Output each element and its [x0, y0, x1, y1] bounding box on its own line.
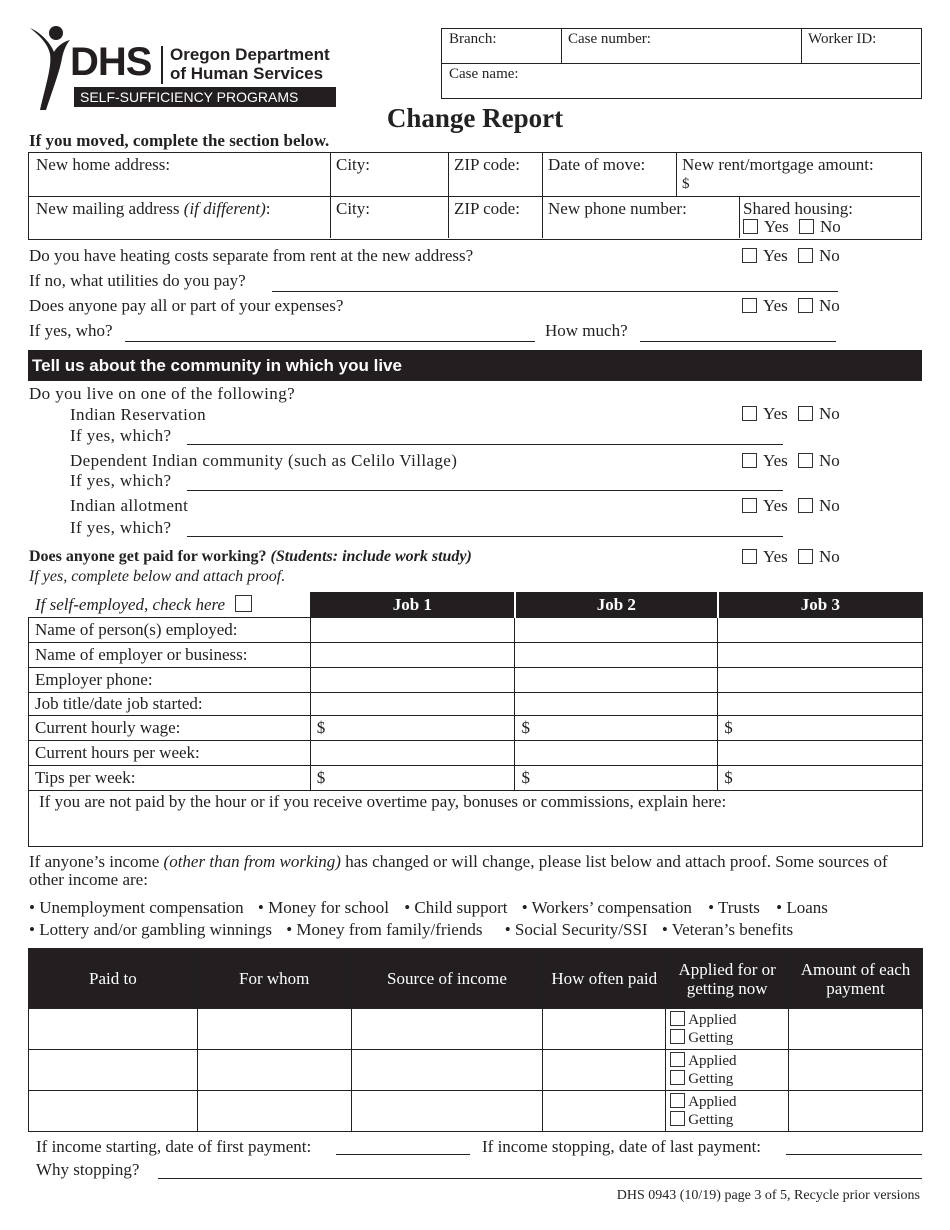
footer-form-id: DHS 0943 (10/19) page 3 of 5, Recycle prior versions [616, 1188, 920, 1203]
allotment-no-checkbox[interactable] [798, 498, 813, 513]
applied-label: Applied [688, 1053, 737, 1069]
income-table [28, 948, 923, 1132]
reservation-yes-checkbox[interactable] [742, 406, 757, 421]
paid-to-cell[interactable] [29, 1009, 198, 1050]
source-header: Source of income [351, 949, 543, 1009]
job-1-cell[interactable] [310, 741, 515, 766]
zip-label-2: ZIP code: [454, 199, 520, 218]
shared-housing-label: Shared housing: [743, 199, 854, 218]
last-payment-label: If income stopping, date of last payment: [482, 1137, 762, 1156]
worker-id-label: Worker ID: [808, 31, 877, 47]
reservation-options [742, 404, 846, 424]
getting-label: Getting [688, 1030, 734, 1046]
last-payment-line[interactable] [786, 1154, 922, 1155]
expenses-options [742, 296, 846, 316]
jobs-header-spacer [29, 593, 311, 618]
applied-option [670, 1011, 787, 1029]
source-cell[interactable] [351, 1050, 543, 1091]
rent-cell[interactable] [677, 153, 920, 197]
job-2-cell[interactable] [515, 741, 718, 766]
org-name-line2: of Human Services [170, 64, 324, 83]
applied-checkbox[interactable] [670, 1011, 685, 1026]
allotment-options [742, 496, 846, 516]
case-name-field[interactable] [442, 64, 920, 97]
case-info-box [441, 28, 922, 99]
explain-label: If you are not paid by the hour or if you receive overtime pay, bonuses or commissions, explain here: [39, 792, 727, 811]
dhs-logo [26, 24, 336, 114]
dependent-which-line[interactable] [187, 490, 783, 491]
job-3-cell[interactable] [718, 618, 923, 643]
job-1-cell[interactable]: $ [310, 716, 515, 741]
row-label: Tips per week: [29, 766, 311, 791]
shared-housing-options [743, 217, 847, 237]
no-label: No [820, 217, 841, 236]
new-phone-label: New phone number: [548, 199, 687, 218]
applied-getting-cell [666, 1009, 789, 1050]
getting-checkbox[interactable] [670, 1070, 685, 1085]
program-banner: SELF-SUFFICIENCY PROGRAMS [74, 87, 336, 107]
home-address-cell[interactable] [29, 153, 331, 197]
source-cell[interactable] [351, 1009, 543, 1050]
source-item: • Lottery and/or gambling winnings [29, 920, 272, 939]
case-number-field[interactable] [562, 29, 802, 64]
intro-b: has changed or will change, please list below and attach proof. Some sources of other income are: [29, 852, 888, 889]
shared-housing-cell [740, 197, 920, 238]
source-item: • Veteran’s benefits [661, 920, 794, 939]
utilities-line[interactable] [272, 291, 838, 292]
no-label: No [819, 404, 840, 423]
dhs-figure-icon [26, 24, 70, 114]
table-row [29, 741, 923, 766]
job-2-cell[interactable]: $ [515, 766, 718, 791]
expenses-no-checkbox[interactable] [798, 298, 813, 313]
community-intro: Do you live on one of the following? [29, 384, 296, 403]
applied-option [670, 1093, 787, 1111]
allotment-which-line[interactable] [187, 536, 783, 537]
city-cell-1[interactable] [331, 153, 449, 197]
rent-label: New rent/mortgage amount: [682, 155, 874, 174]
source-item: • Money for school [257, 898, 389, 917]
shared-yes-checkbox[interactable] [743, 219, 758, 234]
heating-question: Do you have heating costs separate from rent at the new address? [29, 246, 474, 265]
paid-to-header: Paid to [29, 949, 198, 1009]
for-whom-header: For whom [197, 949, 351, 1009]
job-3-cell[interactable]: $ [718, 766, 923, 791]
for-whom-cell[interactable] [197, 1009, 351, 1050]
source-item: • Loans [776, 898, 828, 917]
for-whom-cell[interactable] [197, 1091, 351, 1132]
job-3-header: Job 3 [718, 593, 923, 618]
why-stopping-line[interactable] [158, 1178, 922, 1179]
how-often-header: How often paid [543, 949, 666, 1009]
moved-table [28, 152, 922, 240]
applied-checkbox[interactable] [670, 1093, 685, 1108]
amount-cell[interactable] [789, 1050, 923, 1091]
income-header-row [29, 949, 923, 1009]
job-2-cell[interactable]: $ [515, 716, 718, 741]
getting-option [670, 1070, 787, 1088]
source-item: • Trusts [708, 898, 760, 917]
reservation-which-line[interactable] [187, 444, 783, 445]
expenses-yes-checkbox[interactable] [742, 298, 757, 313]
community-heading: Tell us about the community in which you live [28, 350, 922, 381]
how-often-cell[interactable] [543, 1091, 666, 1132]
allotment-label: Indian allotment [70, 496, 189, 515]
applied-label: Applied [688, 1094, 737, 1110]
job-3-cell[interactable] [718, 741, 923, 766]
table-row [29, 716, 923, 741]
no-label: No [819, 451, 840, 470]
heating-no-checkbox[interactable] [798, 248, 813, 263]
job-3-cell[interactable] [718, 643, 923, 668]
table-row [29, 1009, 923, 1050]
who-label: If yes, who? [29, 321, 113, 340]
amount-cell[interactable] [789, 1009, 923, 1050]
work-question [29, 548, 472, 566]
job-2-cell[interactable] [515, 693, 718, 716]
no-label: No [819, 496, 840, 515]
city-cell-2[interactable] [331, 197, 449, 238]
allotment-yes-checkbox[interactable] [742, 498, 757, 513]
amount-header: Amount of each payment [789, 949, 923, 1009]
work-no-checkbox[interactable] [798, 549, 813, 564]
source-item: • Workers’ compensation [521, 898, 692, 917]
getting-checkbox[interactable] [670, 1111, 685, 1126]
city-label-2: City: [336, 199, 371, 218]
amount-cell[interactable] [789, 1091, 923, 1132]
table-row [29, 1091, 923, 1132]
logo-divider [161, 46, 163, 84]
first-payment-label: If income starting, date of first payment: [36, 1137, 312, 1156]
applied-getting-cell [666, 1091, 789, 1132]
job-2-header: Job 2 [515, 593, 718, 618]
table-row [29, 668, 923, 693]
jobs-header-row [29, 593, 923, 618]
mailing-italic: (if different) [183, 199, 266, 218]
work-question-text: Does anyone get paid for working? [29, 548, 267, 565]
date-of-move-label: Date of move: [548, 155, 646, 174]
dependent-community-options [742, 451, 846, 471]
job-1-cell[interactable] [310, 643, 515, 668]
for-whom-cell[interactable] [197, 1050, 351, 1091]
shared-no-checkbox[interactable] [799, 219, 814, 234]
paid-to-cell[interactable] [29, 1091, 198, 1132]
table-row [29, 643, 923, 668]
dependent-no-checkbox[interactable] [798, 453, 813, 468]
city-label-1: City: [336, 155, 371, 174]
utilities-question: If no, what utilities do you pay? [29, 271, 246, 290]
zip-label-1: ZIP code: [454, 155, 520, 174]
mailing-address-label [36, 199, 271, 219]
reservation-label: Indian Reservation [70, 405, 207, 424]
yes-label: Yes [763, 246, 788, 265]
case-name-label: Case name: [449, 66, 519, 82]
row-label: Name of employer or business: [29, 643, 311, 668]
yes-label: Yes [763, 296, 788, 315]
job-1-cell[interactable] [310, 693, 515, 716]
jobs-table [28, 592, 923, 847]
work-instruction: If yes, complete below and attach proof. [29, 568, 286, 585]
applied-option [670, 1052, 787, 1070]
applied-getting-cell [666, 1050, 789, 1091]
paid-to-cell[interactable] [29, 1050, 198, 1091]
source-item: • Unemployment compensation [29, 898, 244, 917]
getting-option [670, 1111, 787, 1129]
how-much-label: How much? [545, 321, 628, 340]
dependent-which: If yes, which? [70, 471, 172, 490]
intro-italic: (other than from working) [163, 852, 341, 871]
dependent-yes-checkbox[interactable] [742, 453, 757, 468]
intro-a: If anyone’s income [29, 852, 164, 871]
no-label: No [819, 246, 840, 265]
self-employed-label: If self-employed, check here [35, 595, 226, 614]
org-name-line1: Oregon Department [170, 45, 330, 64]
heating-yes-checkbox[interactable] [742, 248, 757, 263]
mailing-address-cell[interactable] [29, 197, 331, 238]
other-income-intro [29, 853, 909, 889]
job-1-cell[interactable]: $ [310, 766, 515, 791]
first-payment-line[interactable] [336, 1154, 470, 1155]
how-often-cell[interactable] [543, 1009, 666, 1050]
table-row [29, 766, 923, 791]
applied-header: Applied for or getting now [666, 949, 789, 1009]
who-line[interactable] [125, 341, 535, 342]
getting-checkbox[interactable] [670, 1029, 685, 1044]
dhs-acronym: DHS [70, 40, 152, 84]
reservation-which: If yes, which? [70, 426, 172, 445]
explain-cell[interactable] [29, 791, 923, 847]
source-cell[interactable] [351, 1091, 543, 1132]
yes-label: Yes [763, 547, 788, 566]
table-row [29, 618, 923, 643]
table-row [29, 693, 923, 716]
reservation-no-checkbox[interactable] [798, 406, 813, 421]
branch-field[interactable] [442, 29, 562, 64]
income-sources-row-2 [29, 920, 793, 940]
expenses-question: Does anyone pay all or part of your expenses? [29, 296, 344, 315]
getting-label: Getting [688, 1112, 734, 1128]
page-title: Change Report [386, 103, 564, 133]
row-label: Job title/date job started: [29, 693, 311, 716]
case-number-label: Case number: [568, 31, 651, 47]
yes-label: Yes [764, 217, 789, 236]
applied-checkbox[interactable] [670, 1052, 685, 1067]
job-2-cell[interactable] [515, 643, 718, 668]
job-3-cell[interactable] [718, 668, 923, 693]
how-often-cell[interactable] [543, 1050, 666, 1091]
no-label: No [819, 296, 840, 315]
work-question-note: (Students: include work study) [270, 548, 472, 565]
heating-options [742, 246, 846, 266]
applied-label: Applied [688, 1012, 737, 1028]
job-2-cell[interactable] [515, 618, 718, 643]
source-item: • Social Security/SSI [504, 920, 648, 939]
job-2-cell[interactable] [515, 668, 718, 693]
job-1-cell[interactable] [310, 618, 515, 643]
income-sources-row-1 [29, 898, 828, 918]
how-much-line[interactable] [640, 341, 836, 342]
getting-option [670, 1029, 787, 1047]
date-of-move-cell[interactable] [543, 153, 677, 197]
yes-label: Yes [763, 451, 788, 470]
job-1-header: Job 1 [310, 593, 515, 618]
work-options [742, 547, 846, 567]
new-phone-cell[interactable] [543, 197, 740, 238]
getting-label: Getting [688, 1071, 734, 1087]
table-row [29, 1050, 923, 1091]
zip-cell-2[interactable] [449, 197, 543, 238]
source-item: • Child support [404, 898, 508, 917]
mailing-prefix: New mailing address [36, 199, 184, 218]
row-label: Employer phone: [29, 668, 311, 693]
zip-cell-1[interactable] [449, 153, 543, 197]
allotment-which: If yes, which? [70, 518, 172, 537]
row-label: Current hourly wage: [29, 716, 311, 741]
no-label: No [819, 547, 840, 566]
why-stopping-label: Why stopping? [36, 1160, 140, 1179]
yes-label: Yes [763, 404, 788, 423]
job-3-cell[interactable]: $ [718, 716, 923, 741]
explain-row [29, 791, 923, 847]
worker-id-field[interactable] [802, 29, 920, 64]
source-item: • Money from family/friends [286, 920, 483, 939]
mailing-suffix: : [265, 199, 271, 218]
job-3-cell[interactable] [718, 693, 923, 716]
yes-label: Yes [763, 496, 788, 515]
row-label: Current hours per week: [29, 741, 311, 766]
job-1-cell[interactable] [310, 668, 515, 693]
home-address-label: New home address: [36, 155, 171, 174]
rent-dollar: $ [682, 176, 690, 192]
work-yes-checkbox[interactable] [742, 549, 757, 564]
dependent-community-label: Dependent Indian community (such as Celilo Village) [70, 451, 458, 470]
moved-heading: If you moved, complete the section below. [29, 131, 330, 150]
branch-label: Branch: [449, 31, 497, 47]
row-label: Name of person(s) employed: [29, 618, 311, 643]
